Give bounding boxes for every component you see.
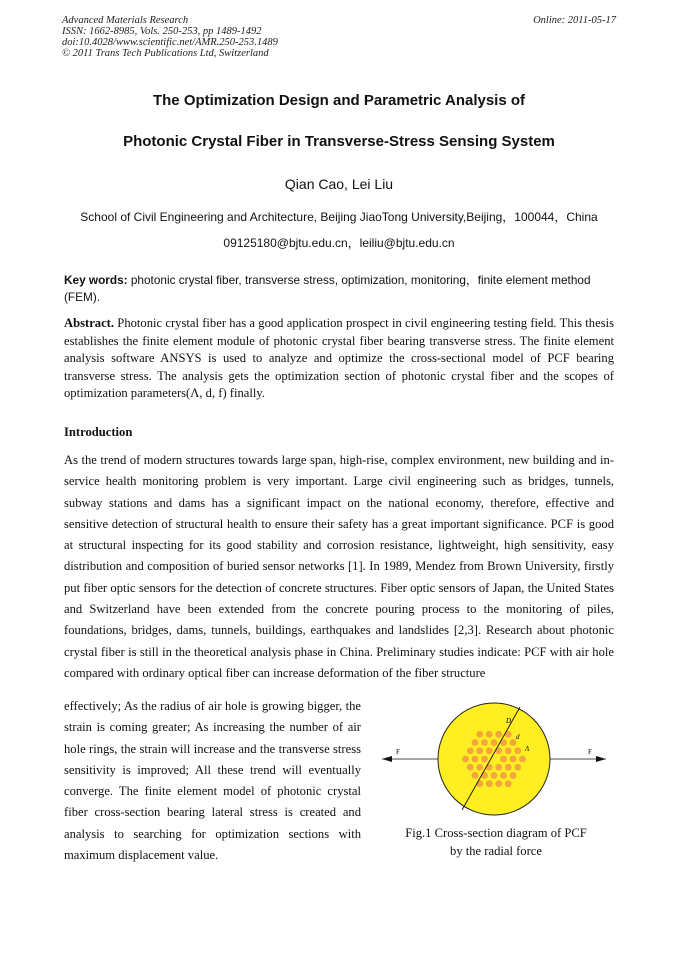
introduction-paragraph: As the trend of modern structures towards large span, high-rise, complex environment, new building and in-service health monitoring problem is very important. Large civil engineering such as bridges, tunnels, subway stations and dams has a significant impact on the national economy, therefore, effective and sensitive detection of structural health to ensure their safety has a great important significance. PCF is good at structural inspecting for its good stability and corrosion resistance, lightweight, high sensitivity, easy distribution and composition of buried sensor networks [1]. In 1989, Mendez from Brown University, firstly put fiber optic sensors for the detection of concrete structures. Fiber optic sensors of Japan, the United States and Switzerland have been extended from the concrete pouring process to the monitoring of piles, foundations, bridges, dams, tunnels, buildings, earthquakes and landslides [2,3]. Research about photonic crystal fiber is still in the theoretical analysis phase in China. Preliminary studies indicate: PCF with air hole compared with ordinary optical fiber can increase deformation of the fiber structure (64, 453, 614, 680)
air-hole (481, 756, 488, 763)
air-hole (505, 764, 512, 771)
air-hole (481, 772, 488, 779)
section-heading-introduction: Introduction (64, 425, 133, 439)
journal-doi: doi:10.4028/www.scientific.net/AMR.250-253.1489 (62, 37, 278, 48)
figure-caption-line-2: by the radial force (450, 844, 542, 858)
abstract-label: Abstract. (64, 316, 115, 330)
abstract-text: Photonic crystal fiber has a good application prospect in civil engineering testing field. This thesis establishes the finite element module of photonic crystal fiber bearing transverse stress. The finite element analysis software ANSYS is used to analyze and optimize the cross-sectional model of PCF bearing transverse stress. The analysis gets the optimization section of photonic crystal fiber and the scopes of optimization parameters(Λ, d, f) finally. (64, 316, 614, 401)
air-hole (476, 747, 483, 754)
keywords-label: Key words: (64, 273, 128, 287)
introduction-paragraph-continued: effectively; As the radius of air hole is growing bigger, the strain is coming greater; As increasing the number of air hole rings, the strain will increase and the transverse stress sensitivity is improved; All these trend will eventually converge. The finite element model of photonic crystal fiber cross-section bearing lateral stress is created and analysis to searching for optimization sections with maximum displacement value. (64, 699, 361, 863)
figure-caption-line-1: Fig.1 Cross-section diagram of PCF (405, 826, 587, 840)
affiliation: School of Civil Engineering and Architecture, Beijing JiaoTong University,Beijing，100044，China (80, 210, 598, 224)
authors: Qian Cao, Lei Liu (284, 176, 394, 192)
paper-title-line-1: The Optimization Design and Parametric Analysis of (152, 92, 526, 109)
label-outer-diameter: D (506, 717, 512, 725)
force-label-right: F (588, 748, 592, 756)
air-hole (505, 747, 512, 754)
air-hole (519, 756, 526, 763)
air-hole (486, 731, 493, 738)
air-hole (505, 780, 512, 787)
journal-name: Advanced Materials Research (62, 15, 189, 26)
abstract (64, 315, 614, 403)
air-hole (472, 739, 479, 746)
online-date: Online: 2011-05-17 (533, 15, 616, 26)
air-hole (514, 747, 521, 754)
air-hole (491, 739, 498, 746)
air-hole (491, 772, 498, 779)
air-hole (467, 764, 474, 771)
air-hole (481, 739, 488, 746)
keywords-text: photonic crystal fiber, transverse stress, optimization, monitoring，finite element method (FEM). (64, 273, 591, 304)
air-hole (486, 764, 493, 771)
air-hole (476, 764, 483, 771)
air-hole (472, 772, 479, 779)
air-hole (500, 772, 507, 779)
air-hole (495, 764, 502, 771)
journal-copyright: © 2011 Trans Tech Publications Ltd, Switzerland (62, 48, 269, 59)
air-hole (486, 780, 493, 787)
keywords (64, 272, 614, 306)
air-hole (467, 747, 474, 754)
air-hole (495, 780, 502, 787)
force-label-left: F (396, 748, 400, 756)
air-hole (476, 731, 483, 738)
label-hole-diameter: d (516, 733, 520, 741)
arrow-left-icon (382, 756, 392, 762)
air-hole (510, 756, 517, 763)
paper-title-line-2: Photonic Crystal Fiber in Transverse-Stress Sensing System (123, 133, 555, 150)
air-hole (486, 747, 493, 754)
fiber-cladding (438, 703, 550, 815)
author-emails: 09125180@bjtu.edu.cn，leiliu@bjtu.edu.cn (223, 236, 455, 250)
arrow-right-icon (596, 756, 606, 762)
journal-header (62, 15, 278, 59)
label-pitch: Λ (525, 745, 530, 753)
air-hole (510, 772, 517, 779)
air-hole (476, 780, 483, 787)
air-hole (495, 731, 502, 738)
figure-caption (378, 824, 614, 860)
air-hole (472, 756, 479, 763)
figure-1 (378, 702, 614, 820)
journal-issn: ISSN: 1662-8985, Vols. 250-253, pp 1489-1492 (62, 26, 262, 37)
air-hole (500, 756, 507, 763)
air-hole (514, 764, 521, 771)
air-hole (462, 756, 469, 763)
pcf-cross-section-diagram (378, 702, 614, 820)
